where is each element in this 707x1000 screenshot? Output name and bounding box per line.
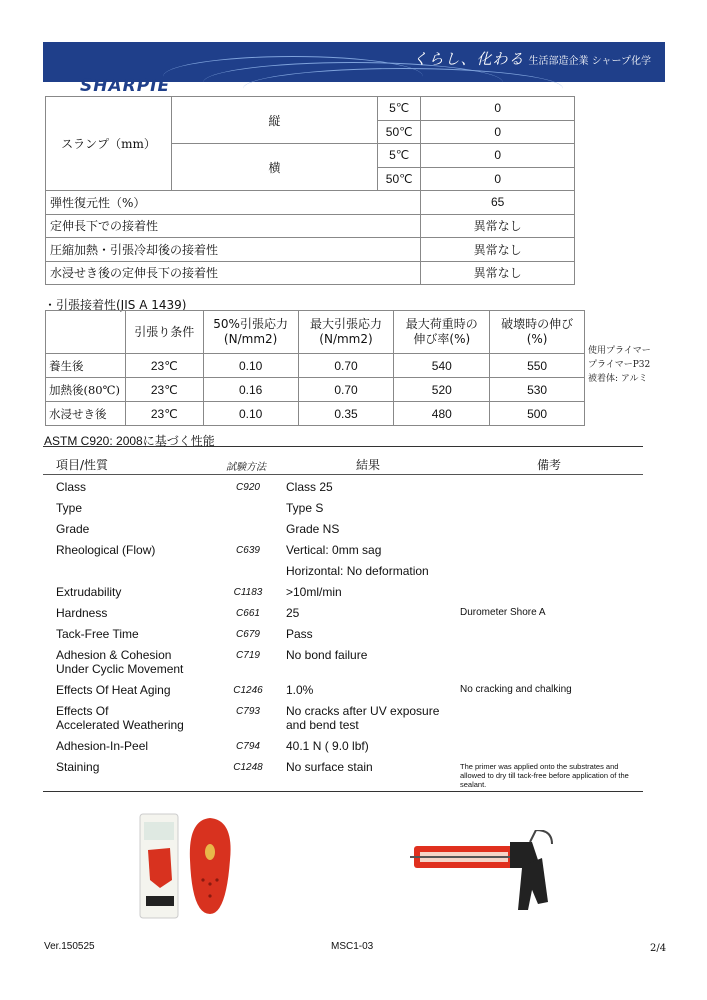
astm-method: C794	[236, 741, 260, 752]
elongation: 520	[394, 378, 490, 402]
stress-max: 0.35	[298, 402, 394, 426]
property-label: 圧縮加熱・引張冷却後の接着性	[46, 238, 421, 262]
slump-value: 0	[421, 97, 575, 121]
break-elongation: 530	[490, 378, 585, 402]
astm-method: C1183	[233, 587, 263, 598]
astm-method: C793	[236, 706, 260, 717]
primer-note: 使用プライマー プライマーP32 被着体: アルミ	[588, 346, 651, 384]
astm-prop: Rheological (Flow)	[56, 543, 156, 557]
slump-direction: 横	[171, 144, 377, 191]
astm-result: 40.1 N ( 9.0 lbf)	[286, 739, 369, 753]
property-value: 65	[421, 191, 575, 215]
astm-result: >10ml/min	[286, 585, 342, 599]
row-label: 水浸せき後	[46, 402, 126, 426]
scraper-tool-image	[130, 810, 240, 920]
corner-cell	[46, 311, 126, 354]
astm-remark: Durometer Shore A	[460, 607, 546, 618]
stress-max: 0.70	[298, 354, 394, 378]
elongation: 480	[394, 402, 490, 426]
astm-prop: Effects Of Accelerated Weathering	[56, 704, 184, 732]
slump-temp: 50℃	[377, 120, 420, 144]
brand-logo: SHARPIE	[80, 76, 171, 96]
astm-result: 25	[286, 606, 300, 620]
doc-code: MSC1-03	[331, 941, 374, 952]
cond: 23℃	[125, 378, 203, 402]
version: Ver.150525	[44, 941, 95, 952]
col-header: 破壊時の伸び (%)	[490, 311, 585, 354]
astm-method: C679	[236, 629, 260, 640]
stress-50: 0.10	[203, 354, 298, 378]
slump-temp: 5℃	[377, 97, 420, 121]
astm-result: Pass	[286, 627, 313, 641]
property-value: 異常なし	[421, 214, 575, 238]
tensile-table	[45, 310, 585, 426]
slump-temp: 5℃	[377, 144, 420, 168]
astm-prop: Type	[56, 501, 83, 515]
property-label: 水浸せき後の定伸長下の接着性	[46, 261, 421, 285]
col-header: 最大引張応力 (N/mm2)	[298, 311, 394, 354]
astm-prop: Staining	[56, 760, 100, 774]
astm-header-method: 試験方法	[226, 462, 266, 473]
col-header: 最大荷重時の 伸び率(%)	[394, 311, 490, 354]
property-value: 異常なし	[421, 261, 575, 285]
astm-method: C719	[236, 650, 260, 661]
cond: 23℃	[125, 354, 203, 378]
caulking-gun-image	[410, 830, 570, 915]
astm-header-result: 結果	[356, 458, 381, 472]
elongation: 540	[394, 354, 490, 378]
astm-header-prop: 項目/性質	[56, 458, 109, 472]
row-label: 加熱後(80℃)	[46, 378, 126, 402]
astm-method: C1248	[233, 762, 263, 773]
astm-result: Class 25	[286, 480, 333, 494]
property-label: 弾性復元性（%）	[46, 191, 421, 215]
cond: 23℃	[125, 402, 203, 426]
astm-title: ASTM C920: 2008に基づく性能	[44, 434, 215, 448]
properties-table	[45, 96, 575, 285]
stress-50: 0.16	[203, 378, 298, 402]
slump-value: 0	[421, 144, 575, 168]
astm-result: No surface stain	[286, 760, 373, 774]
slump-value: 0	[421, 167, 575, 191]
astm-result: No cracks after UV exposure and bend test	[286, 704, 440, 732]
page-number: 2/4	[650, 943, 667, 954]
astm-prop: Extrudability	[56, 585, 122, 599]
col-header: 引張り条件	[125, 311, 203, 354]
astm-method: C920	[236, 482, 260, 493]
astm-prop: Adhesion & Cohesion Under Cyclic Movement	[56, 648, 184, 676]
astm-header-remark: 備考	[537, 458, 562, 472]
astm-result: Grade NS	[286, 522, 340, 536]
astm-prop: Tack-Free Time	[56, 627, 139, 641]
astm-remark: The primer was applied onto the substrates and allowed to dry till tack-free before application of the sealant.	[460, 762, 629, 789]
astm-method: C1246	[233, 685, 263, 696]
astm-method: C639	[236, 545, 260, 556]
stress-50: 0.10	[203, 402, 298, 426]
astm-result: No bond failure	[286, 648, 368, 662]
company-name: 生活部造企業 シャープ化学	[528, 56, 651, 67]
tensile-title: ・引張接着性(JIS A 1439)	[44, 298, 187, 312]
astm-method: C661	[236, 608, 260, 619]
stress-max: 0.70	[298, 378, 394, 402]
break-elongation: 550	[490, 354, 585, 378]
astm-result: Horizontal: No deformation	[286, 564, 429, 578]
astm-prop: Grade	[56, 522, 90, 536]
property-value: 異常なし	[421, 238, 575, 262]
astm-prop: Hardness	[56, 606, 108, 620]
col-header: 50%引張応力 (N/mm2)	[203, 311, 298, 354]
slump-direction: 縦	[171, 97, 377, 144]
break-elongation: 500	[490, 402, 585, 426]
divider	[43, 474, 643, 475]
divider	[43, 446, 643, 447]
astm-prop: Effects Of Heat Aging	[56, 683, 171, 697]
slogan: くらし、化わる 生活部造企業 シャープ化学	[412, 50, 651, 68]
astm-prop: Class	[56, 480, 87, 494]
property-label: 定伸長下での接着性	[46, 214, 421, 238]
astm-result: Type S	[286, 501, 324, 515]
slump-value: 0	[421, 120, 575, 144]
slump-label: スランプ（mm）	[46, 97, 172, 191]
divider	[43, 791, 643, 792]
astm-result: Vertical: 0mm sag	[286, 543, 382, 557]
astm-result: 1.0%	[286, 683, 314, 697]
astm-prop: Adhesion-In-Peel	[56, 739, 149, 753]
slump-temp: 50℃	[377, 167, 420, 191]
row-label: 養生後	[46, 354, 126, 378]
astm-remark: No cracking and chalking	[460, 684, 572, 695]
